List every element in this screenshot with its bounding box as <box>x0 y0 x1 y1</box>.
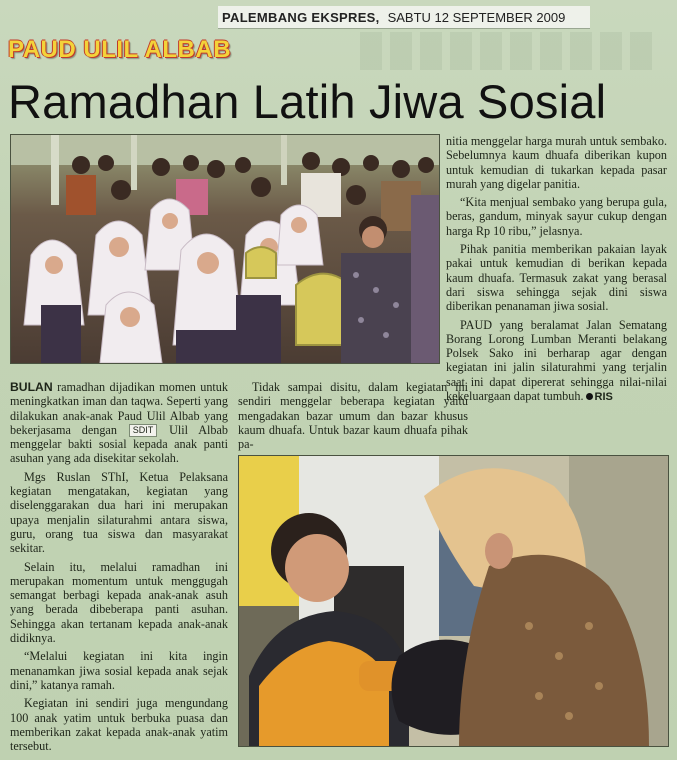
paragraph: Mgs Ruslan SThI, Ketua Pelaksana kegiatan mengatakan, kegiatan yang diselenggarakan dua hari ini merupakan upaya menjalin silaturahmi antara siswa, guru, orang tua siswa dan masyarakat sekitar. <box>10 469 228 556</box>
paragraph <box>10 380 228 466</box>
paragraph: Kegiatan ini sendiri juga mengundang 100 anak yatim untuk berbuka puasa dan memberikan zakat kepada anak-anak yatim tersebut. <box>10 696 228 754</box>
paragraph: Pihak panitia memberikan pakaian layak pakai untuk kemudian di berikan kepada kaum dhuafa. Termasuk zakat yang berasal dari siswa sehingga sejak dini siswa diberikan penanaman jiwa sosial. <box>446 242 667 314</box>
byline: RIS <box>594 391 613 404</box>
paragraph-text: ramadhan dijadikan momen untuk meningkatkan iman dan taqwa. Seperti yang dilakukan anak-anak Paud Ulil Albab yang bekerjasama dengan <box>10 380 228 437</box>
article-column-1 <box>10 380 228 757</box>
paragraph: nitia menggelar harga murah untuk sembako. Sebelumnya kaum dhuafa diberikan kupon untuk kemudian di tukarkan kepada pasar murah yang digelar panitia. <box>446 134 667 191</box>
article-headline: Ramadhan Latih Jiwa Sosial <box>8 75 607 128</box>
publication-date: SABTU 12 SEPTEMBER 2009 <box>387 9 566 25</box>
publication-name: PALEMBANG EKSPRES, <box>222 9 380 25</box>
paragraph-text: PAUD yang beralamat Jalan Sematang Borang Lorong Lumban Meranti belakang Polsek Sako ini berharap agar dengan kegiatan ini jalin silaturahmi yang terjalin saat ini dapat dipererat sehingga nilai-nilai kekeluargaan dapat tumbuh. <box>446 317 667 404</box>
paragraph: Tidak sampai disitu, dalam kegiatan ini sendiri menggelar beberapa kegiatan yaitu mengadakan bazar umum dan bazar khusus kaum dhuafa. Untuk bazar kaum dhuafa pihak pa- <box>238 380 468 452</box>
paragraph: “Melalui kegiatan ini kita ingin menanamkan jiwa sosial kepada anak sejak dini,” katanya ramah. <box>10 649 228 692</box>
crowd-of-children-photo <box>10 134 440 364</box>
paragraph: Selain itu, melalui ramadhan ini merupakan momentum untuk menggugah semangat berbagi kepada anak-anak asuh yang berada dibeberapa panti asuhan. Sehingga akan tertanam kepada anak-anak didiknya. <box>10 559 228 646</box>
lead-word: BULAN <box>10 380 53 394</box>
section-rubric: PAUD ULIL ALBAB <box>8 36 232 63</box>
sdit-label: SDIT <box>129 424 158 437</box>
child-receiving-gift-photo <box>238 455 669 747</box>
end-mark-icon <box>586 393 593 400</box>
paragraph-text: Ulil Albab menggelar bakti sosial kepada anak panti asuhan yang ada disekitar sekolah. <box>10 422 228 466</box>
paragraph: “Kita menjual sembako yang berupa gula, beras, gandum, minyak sayur cukup dengan harga Rp 10 ribu,” jelasnya. <box>446 195 667 238</box>
masthead <box>218 6 590 29</box>
paragraph <box>446 318 667 405</box>
article-column-2 <box>238 380 468 455</box>
article-column-3 <box>446 134 667 408</box>
show-through-print <box>360 32 660 70</box>
